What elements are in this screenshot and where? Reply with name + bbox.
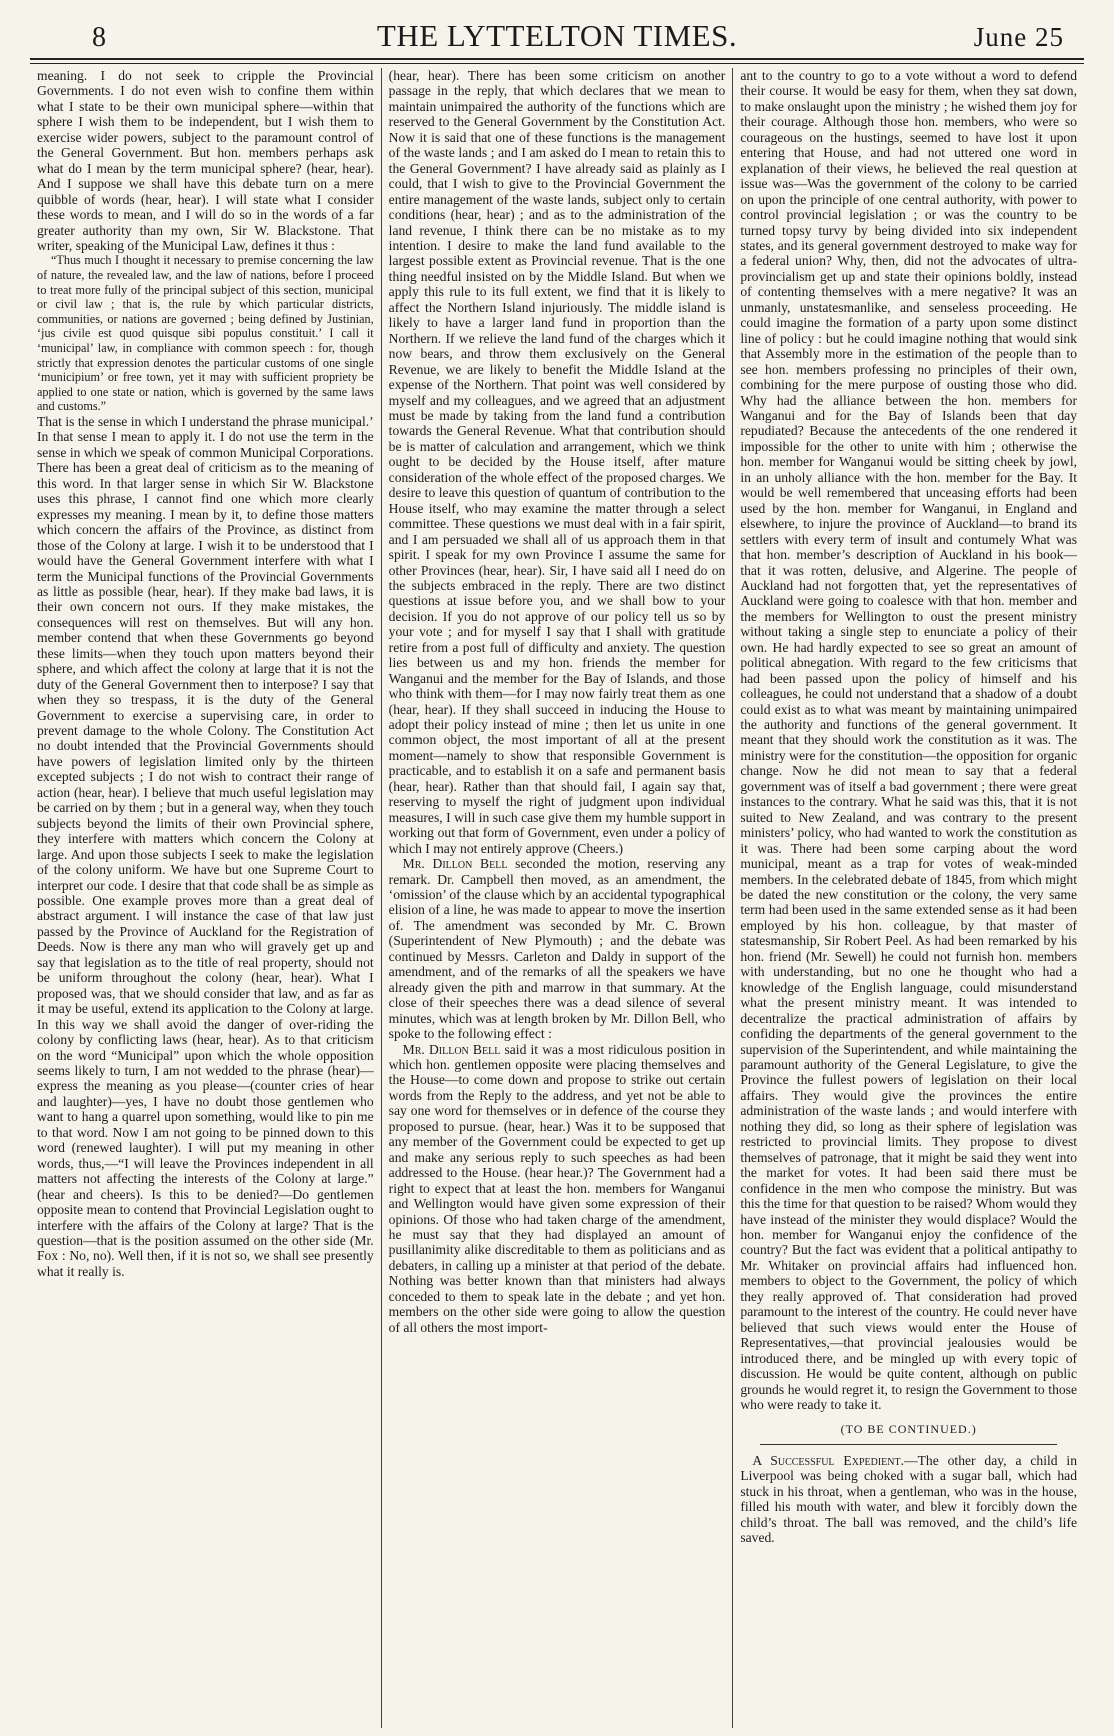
section-divider	[760, 1444, 1057, 1445]
paragraph: ant to the country to go to a vote without a word to defend their course. It would be easy for them, when they sat down, to make onslaught upon the ministry ; he wished them joy for their courage. Although those hon. members, who were so courageous on the hustings, seemed to have lost it upon entering that House, and had not uttered one word in explanation of their views, he believed the real question at issue was—Was the government of the colony to be carried on upon the principle of one central authority, with power to control provincial legislation ; or was the country to be turned topsy turvy by being divided into six independent states, and its general government destroyed to make way for a federal union? Why, then, did not the advocates of ultra-provincialism get up and state their opinions boldly, instead of contenting themselves with a mere negative? It was an unmanly, unstatesmanlike, and senseless proceeding. He could imagine the formation of a party upon some distinct line of policy : but he could imagine nothing that would sink that Assembly more in the estimation of the people than to see hon. members professing no principles of their own, combining for the mere purpose of ousting those who did. Why had the alliance between the hon. members for Wanganui and for the Bay of Islands been that day repudiated? Because the antecedents of the one rendered it impossible for the other to unite with him ; otherwise the hon. member for Wanganui would be sitting cheek by jowl, in an unholy alliance with the hon. member for the Bay. It would be well remembered that unceasing efforts had been used by the hon. member for Wanganui, in England and elsewhere, to injure the province of Auckland—to brand its settlers with every term of insult and contumely What was that hon. member’s description of Auckland in his book—that it was rotten, delusive, and Algerine. The people of Auckland had not forgotten that, yet the representatives of Auckland were going to coalesce with that hon. member and the members for Wellington to oust the present ministry without taking a single step to enunciate a policy of their own. He had hardly expected to see so great an amount of political abnegation. With regard to the few criticisms that had been passed upon the policy of himself and his colleagues, he could not understand that a shadow of a doubt could exist as to what was meant by maintaining unimpaired the authority and functions of the general government. It meant that they should work the constitution as it was. The ministry were for the constitution—the opposition for organic change. Now he did not mean to say that a federal government was of itself a bad government ; there were great instances to the contrary. What he said was this, that it is not suited to New Zealand, and was contrary to the present ministers’ policy, who had wanted to work the constitution as it was. There had been some carping about the word municipal, meant as a trap for votes of weak-minded members. In the celebrated debate of 1845, from which might be dated the new constitution or the colony, the very same term had been used in the same extended sense as it had been employed by his hon. colleague, by that master of statesmanship, Sir Robert Peel. As had been remarked by his hon. friend (Mr. Sewell) he could not furnish hon. members with understanding, but no one he thought who had a knowledge of the English language, could misunderstand what the present ministry meant. It was intended to decentralize the practical administration of affairs by confiding the departments of the general government to the supervision of the Superintendent, and while maintaining the paramount authority of the General Legislature, to give the Province the fullest powers of legislation on their local affairs. They would give the provinces the entire administration of the waste lands ; and would interfere with nothing they did, so long as their sphere of legislation was restricted to provincial limits. They propose to divest themselves of patronage, that it might be said they went into the market for votes. It had been said there must be confidence in the men who compose the ministry. But was this the time for that question to be raised? Whom would they have instead of the minister they would displace? Would the hon. member for Wanganui enjoy the confidence of the country? But the fact was evident that a political antipathy to Mr. Whitaker on provincial affairs had influenced hon. members to object to the Government, the policy of which they really approved of. That consideration had proved paramount to the interest of the country. He could never have believed that such views would enter the House of Representatives,—that provincial jealousies would be introduced there, and be mingled up with every topic of discussion. He would be quite content, although on public grounds he would regret it, to resign the Government to those who were ready to take it.	[740, 68, 1078, 1412]
column-1	[30, 68, 381, 1728]
masthead	[30, 14, 1084, 54]
speaker-name: Mr. Dillon Bell	[402, 856, 508, 872]
article-columns	[30, 68, 1084, 1728]
column-2	[381, 68, 733, 1728]
paragraph: (hear, hear). There has been some criticism on another passage in the reply, that which declares that we mean to maintain unimpaired the authority of the functions which are reserved to the General Government by the Constitution Act. Now it is said that one of these functions is the management of the waste lands ; and I am asked do I mean to retain this to the General Government? I have already said as plainly as I could, that I wish to give to the Provincial Government the entire management of the waste lands, subject only to certain conditions (hear, hear) ; and as to the administration of the land revenue, I think there can be no mistake as to my intention. I desire to make the land fund available to the largest possible extent as Provincial revenue. That is the one thing needful insisted on by the Middle Island. But when we apply this rule to its full extent, we find that it is likely to affect the Northern Island injuriously. The middle island is likely to have a larger land fund in proportion than the Northern. If we relieve the land fund of the charges which it now bears, and throw them exclusively on the General Revenue, we are likely to benefit the Middle Island at the expense of the Northern. That point was well considered by myself and my colleagues, and we agreed that an adjustment must be made by taking from the land fund a contribution towards the General Revenue. What that contribution should be is matter of calculation and arrangement, which we think ought to be decided by the House itself, after mature consideration of the whole effect of the proposed charges. We desire to leave this question of quantum of contribution to the House itself, who may examine the matter through a select committee. These questions we must deal with in a fair spirit, and I am persuaded we shall all of us approach them in that spirit. I speak for my own Province I assume the same for other Provinces (hear, hear). Sir, I have said all I need do on the subjects embraced in the reply. There are two distinct questions at issue before you, and we shall bow to your decision. If you do not approve of our policy tell us so by your vote ; and for myself I say that I shall with gratitude retire from a post full of difficulty and anxiety. The question lies between us and my hon. friends the member for Wanganui and the member for the Bay of Islands, and those who think with them—for I may now fairly treat them as one (hear, hear). If they shall succeed in inducing the House to adopt their policy instead of mine ; then let us unite in one common object, the most important of all at the present moment—namely to show that responsible Government is practicable, and to establish it on a safe and permanent basis (hear, hear). Rather than that should fail, I again say that, reserving to myself the right of judgment upon individual measures, I will in such case give them my humble support in working out that form of Government, even under a policy of which I may not entirely approve (Cheers.)	[388, 68, 726, 856]
masthead-rule	[30, 58, 1084, 64]
paragraph	[389, 1042, 726, 1336]
paragraph: meaning. I do not seek to cripple the Provincial Governments. I do not even wish to confine them within what I state to be their own municipal sphere—within that sphere I wish them to be independent, but I wish them to exercise wider powers, subject to the paramount control of the General Government. But hon. members perhaps ask what do I mean by the term municipal sphere? (hear, hear). And I suppose we shall have this debate turn on a mere quibble of words (hear, hear). I will state what I consider these words to mean, and I will do so in the words of a far greater authority than my own, Sir W. Blackstone. That writer, speaking of the Municipal Law, defines it thus :	[37, 68, 374, 253]
snippet-heading: A Successful Expedient.	[752, 1452, 905, 1468]
paragraph-text: said it was a most ridiculous position in which hon. gentlemen opposite were placing themselves and the House—to come down and propose to strike out certain words from the Reply to the address, and yet not be able to say one word for themselves or in defence of the course they proposed to pursue. (hear, hear.) Was it to be supposed that any member of the Government could be expected to get up and make any serious reply to such speeches as had been addressed to the House. (hear hear.)? The Government had a right to expect that at least the hon. members for Wanganui and Wellington would have given some expression of their opinions. Of those who had taken charge of the amendment, he must say that they had displayed an amount of pusillanimity alike discreditable to them as politicians and as debaters, in calling up a minister at that period of the debate. Nothing was better known than that ministers had always conceded to them to speak late in the debate ; and yet hon. members on the other side were going to allow the question of all others the most import-	[388, 1041, 726, 1335]
column-3	[732, 68, 1084, 1728]
speaker-name: Mr. Dillon Bell	[402, 1041, 501, 1057]
issue-date: June 25	[973, 22, 1064, 52]
paragraph: That is the sense in which I understand the phrase municipal.’ In that sense I mean to apply it. I do not use the term in the sense in which we speak of common Municipal Corporations. There has been a great deal of criticism as to the meaning of this word. In that larger sense in which Sir W. Blackstone uses this phrase, I cannot find one which more clearly expresses my meaning. I mean by it, to define those matters which concern the affairs of the Province, as distinct from those of the Colony at large. I wish it to be understood that I would have the General Government interfere with what I term the Municipal functions of the Provincial Governments as little as possible (hear, hear). If they make bad laws, it is their own concern not ours. If they make mistakes, the consequences will rest on themselves. But will any hon. member contend that when these Governments go beyond these limits—when they touch upon matters beyond their sphere, and which affect the colony at large that it is not the duty of the General Government then to interpose? I say that when they so trespass, it is the duty of the General Government to exercise a supervising care, in order to prevent damage to the whole Colony. The Constitution Act no doubt intended that the Provincial Governments should have powers of legislation limited only by the thirteen excepted subjects ; I do not wish to contract their range of action (hear, hear). I believe that much useful legislation may be carried on by them ; but in a general way, when they touch subjects beyond the limits of their own Provincial sphere, they interfere with matters which concern the Colony at large. And upon those subjects I seek to make the legislation of the colony uniform. We have but one Supreme Court to interpret our code. I desire that that code shall be as simple as possible. One example proves more than a great deal of abstract argument. I will instance the case of that law just passed by the Province of Auckland for the Registration of Deeds. Now is there any man who will gravely get up and say that legislation as to the title of real property, should not be uniform throughout the colony (hear, hear). What I proposed was, that we should consider that law, and as far as it may be useful, extend its application to the Colony at large. In this way we shall avoid the danger of over-riding the colony by conflicting laws (hear, hear). As to that criticism on the word “Municipal” upon which the whole opposition seems likely to turn, I am not wedded to the phrase (hear)—express the meaning as you please—(counter cries of hear and laughter)—yes, I have no doubt those gentlemen who want to hang a quarrel upon something, would like to pin me to that word. Now I am not going to be pinned down to this word (renewed laughter). I will put my meaning in other words, thus,—“I will leave the Provinces independent in all matters not affecting the interests of the Colony at large.” (hear and cheers). Is this to be denied?—Do gentlemen opposite mean to contend that Provincial Legislation ought to interfere with the affairs of the Colony at large? That is the question—that is the position assumed on the other side (Mr. Fox : No, no). Well then, if it is not so, we shall see presently what it really is.	[37, 413, 374, 1279]
snippet-text: —The other day, a child in Liverpool was being choked with a sugar ball, which had stuck in his throat, when a gentleman, who was in the house, filled his mouth with water, and blew it forcibly down the child’s throat. The ball was removed, and the child’s life saved.	[740, 1452, 1078, 1546]
news-snippet	[740, 1453, 1077, 1546]
paragraph	[740, 1453, 1077, 1546]
paragraph-text: seconded the motion, reserving any remark. Dr. Campbell then moved, as an amendment, the ‘omission’ of the clause which by an accidental typographical elision of a line, he was made to appear to move the insertion of. The amendment was seconded by Mr. C. Brown (Superintendent of New Plymouth) ; and the debate was continued by Messrs. Carleton and Daldy in support of the amendment, and of the remarks of all the speakers we have already given the pith and marrow in that summary. At the close of their speeches there was a dead silence of several minutes, which was at length broken by Mr. Dillon Bell, who spoke to the following effect :	[388, 856, 726, 1042]
to-be-continued: (TO BE CONTINUED.)	[840, 1422, 977, 1437]
paragraph	[389, 856, 726, 1041]
newspaper-title: THE LYTTELTON TIMES.	[376, 18, 738, 53]
page-number: 8	[92, 22, 106, 53]
blackstone-quote: “Thus much I thought it necessary to premise concerning the law of nature, the revealed law, and the law of nations, before I proceed to treat more fully of the principal subject of this section, municipal or civil law ; that is, the rule by which particular districts, communities, or nations are governed ; being defined by Justinian, ‘jus civile est quod quisque sibi populus constituit.’ I call it ‘municipal’ law, in compliance with common speech : for, though strictly that expression denotes the particular customs of one single ‘municipium’ or free town, yet it may with sufficient propriety be applied to one state or nation, which is governed by the same laws and customs.”	[37, 253, 374, 414]
